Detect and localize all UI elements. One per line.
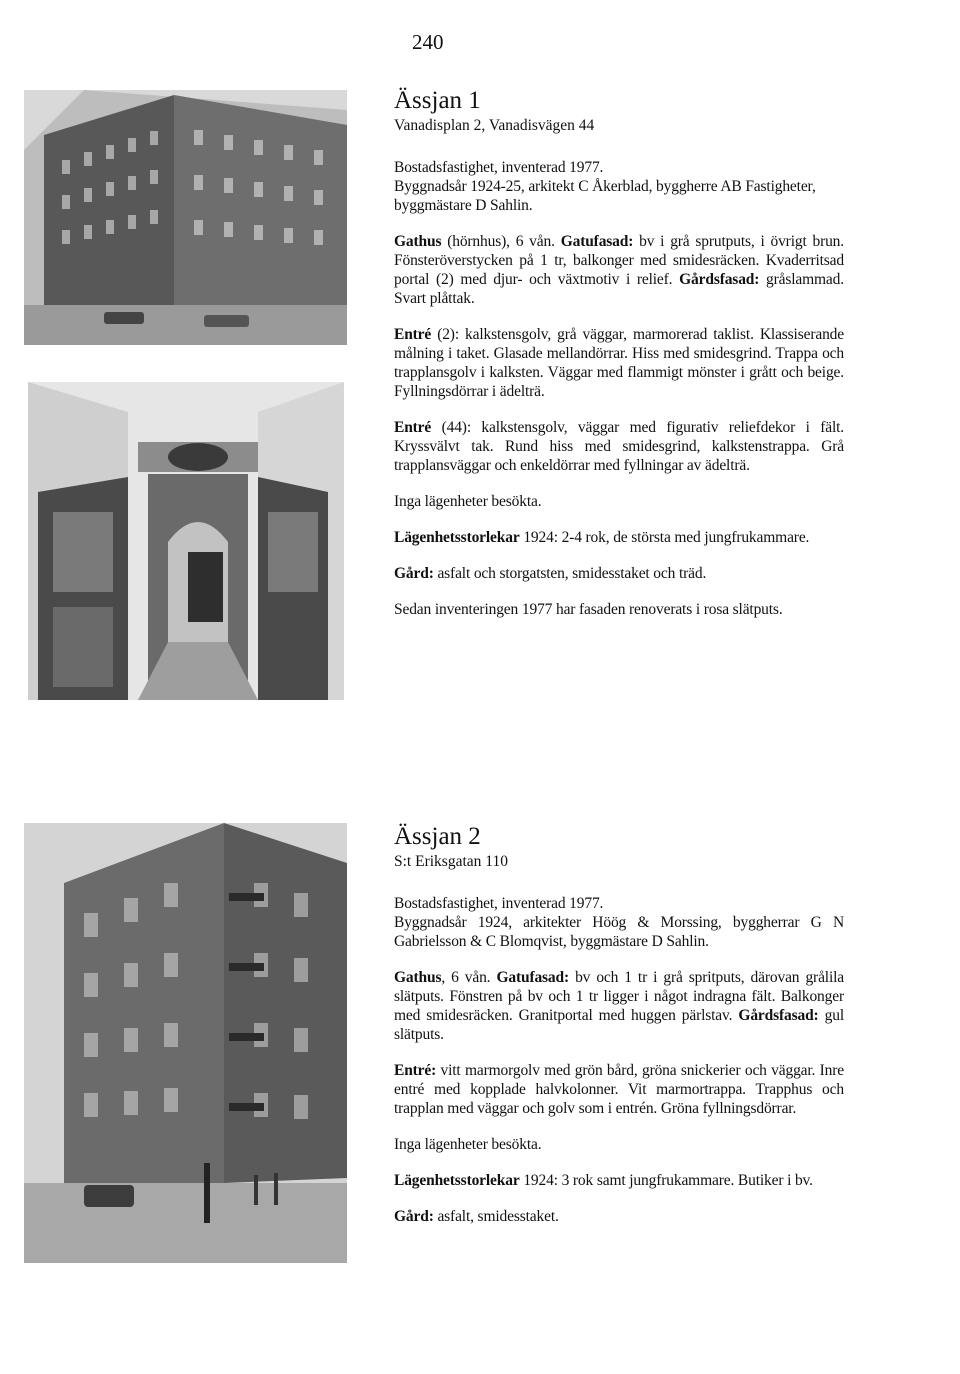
entrance-photo-assjan-1 <box>28 382 344 700</box>
building-photo-assjan-1 <box>24 90 347 345</box>
entry-assjan-1 <box>394 86 844 636</box>
apartment-sizes: Lägenhetsstorlekar 1924: 2-4 rok, de största med jungfrukammare. <box>394 529 810 546</box>
renovation-note: Sedan inventeringen 1977 har fasaden renoverats i rosa slätputs. <box>394 601 783 618</box>
entrance-description-2: Entré (2): kalkstensgolv, grå väggar, marmorerad taklist. Klassiserande målning i taket. Glasade mellandörrar. Hiss med smidesgrind. Trappa och trapplansgolv i kalksten. Väggar med flammigt mönster i grått och beige. Fyllningsdörrar i ädelträ. <box>394 326 844 400</box>
entrance-description-44: Entré (44): kalkstensgolv, väggar med figurativ reliefdekor i fält. Kryssvälvt tak. Rund hiss med smidesgrind, kalkstenstrappa. Grå trapplansväggar och enkeldörrar med fyllningar av ädelträ. <box>394 419 844 474</box>
entry-intro: Bostadsfastighet, inventerad 1977. Byggnadsår 1924-25, arkitekt C Åkerblad, byggherre AB Fastigheter, byggmästare D Sahlin. <box>394 159 816 214</box>
entry-address: Vanadisplan 2, Vanadisvägen 44 <box>394 117 595 134</box>
courtyard-description: Gård: asfalt, smidesstaket. <box>394 1208 559 1225</box>
entry-assjan-2 <box>394 822 844 1243</box>
courtyard-description: Gård: asfalt och storgatsten, smidesstaket och träd. <box>394 565 707 582</box>
apartments-note: Inga lägenheter besökta. <box>394 1136 542 1153</box>
entry-title: Ässjan 1 <box>394 87 481 114</box>
entrance-description: Entré: vitt marmorgolv med grön bård, gröna snickerier och väggar. Inre entré med kopplade halvkolonner. Vit marmortrappa. Trapphus och trapplan med väggar och golv som i entrén. Gröna fyllningsdörrar. <box>394 1062 844 1117</box>
apartment-sizes: Lägenhetsstorlekar 1924: 3 rok samt jungfrukammare. Butiker i bv. <box>394 1172 813 1189</box>
facade-description: Gathus (hörnhus), 6 vån. Gatufasad: bv i grå sprutputs, i övrigt brun. Fönsteröverstycken på 1 tr, balkonger med smidesräcken. Kvaderritsad portal (2) med djur- och växtmotiv i relief. Gårdsfasad: gråslammad. Svart plåttak. <box>394 233 845 307</box>
entry-intro: Bostadsfastighet, inventerad 1977. Byggnadsår 1924, arkitekter Höög & Morssing, byggherrar G N Gabrielsson & C Blomqvist, byggmästare D Sahlin. <box>394 895 844 950</box>
apartments-note: Inga lägenheter besökta. <box>394 493 542 510</box>
page-number: 240 <box>412 30 444 54</box>
entry-title: Ässjan 2 <box>394 823 481 850</box>
entry-address: S:t Eriksgatan 110 <box>394 853 508 870</box>
building-photo-assjan-2 <box>24 823 347 1263</box>
facade-description: Gathus, 6 vån. Gatufasad: bv och 1 tr i grå spritputs, därovan grålila slätputs. Fönstren på bv och 1 tr ligger i något indragna fält. Balkonger med smidesräcken. Granitportal med huggen pärlstav. Gårdsfasad: gul slätputs. <box>394 969 844 1043</box>
